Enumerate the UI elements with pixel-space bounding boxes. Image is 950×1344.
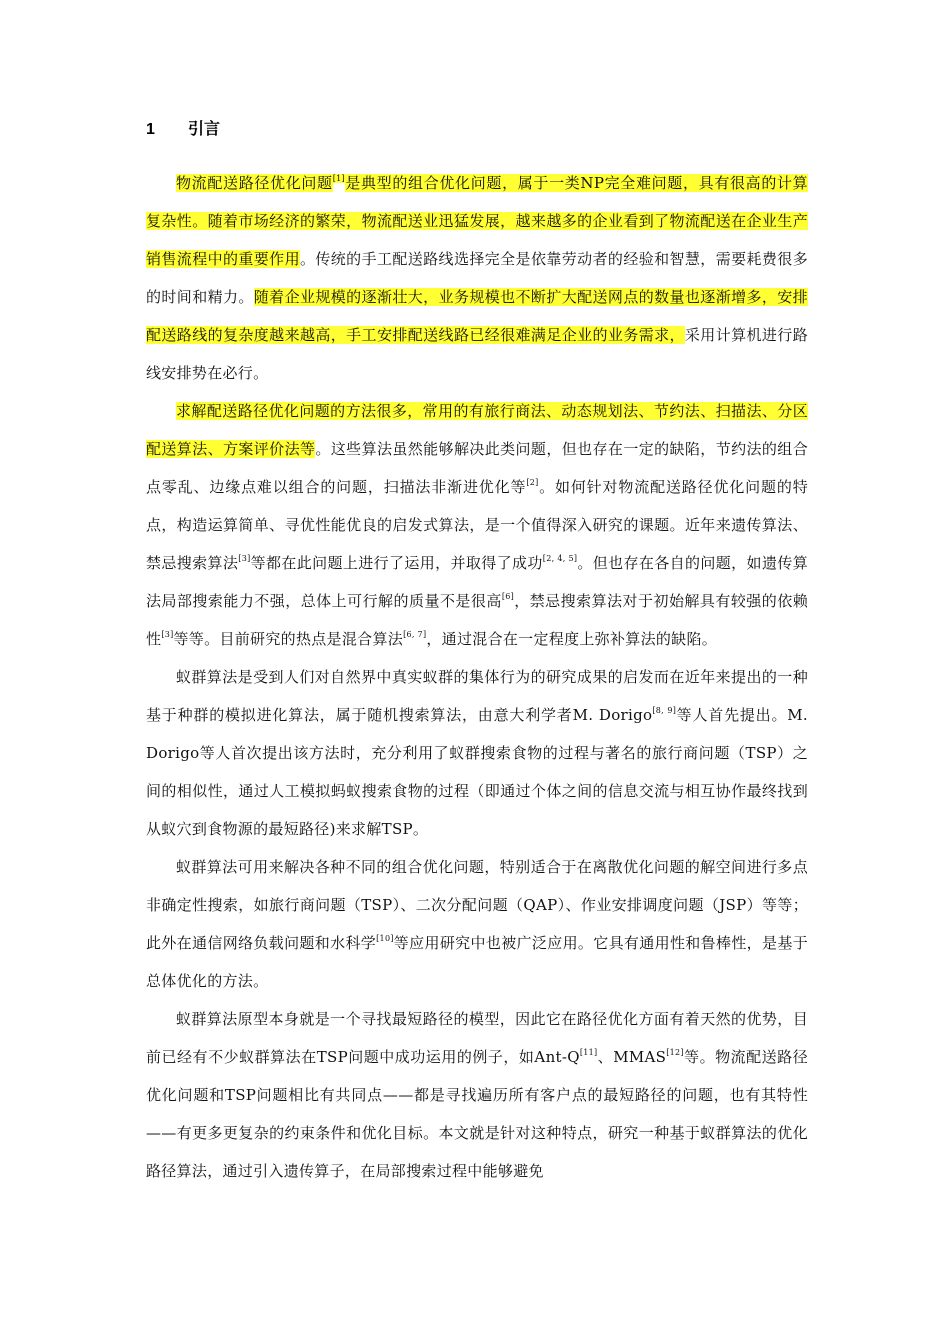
paragraph <box>146 1000 808 1190</box>
section-heading <box>146 116 220 139</box>
paragraph <box>146 164 808 392</box>
citation-ref: [2, 4, 5] <box>542 554 578 563</box>
highlighted-text: 随着企业规模的逐渐壮大，业务规模也不断扩大配送网点的数量也逐渐增多，安排配送路线的复杂度越来越高，手工安排配送线路已经很难满足企业的业务需求， <box>146 288 808 344</box>
text-run: ，通过混合在一定程度上弥补算法的缺陷。 <box>426 630 718 648</box>
text-run: 等等。目前研究的热点是混合算法 <box>173 630 404 648</box>
citation-ref: [1] <box>332 174 345 183</box>
text-run: 。如何针对物流配送路径优化问题的特点，构造运算简单、寻优性能优良的启发式算法，是一个值得深入研究的课题。近年来遗传算法、禁忌搜索算法 <box>146 478 809 572</box>
citation-ref: [10] <box>376 934 394 943</box>
section-title: 引言 <box>188 121 221 138</box>
text-run: 蚁群算法原型本身就是一个寻找最短路径的模型，因此它在路径优化方面有着天然的优势，目前已经有不少蚁群算法在TSP问题中成功运用的例子，如Ant-Q <box>146 1010 808 1066</box>
text-run: 。但也存在各自的问题，如遗传算法局部搜索能力不强，总体上可行解的质量不是很高 <box>146 554 808 610</box>
citation-ref: [11] <box>579 1048 598 1057</box>
citation-ref: [6, 7] <box>403 630 427 639</box>
citation-ref: [3] <box>161 630 174 639</box>
text-run: ，禁忌搜索算法对于初始解具有较强的依赖性 <box>146 592 809 648</box>
paragraph <box>146 658 808 848</box>
text-run: 等都在此问题上进行了运用，并取得了成功 <box>250 554 543 572</box>
citation-ref: [12] <box>666 1048 684 1057</box>
text-run: 、MMAS <box>597 1048 667 1066</box>
citation-ref: [3] <box>238 554 251 563</box>
paragraph <box>146 392 808 658</box>
body-text <box>146 164 808 1190</box>
text-run: 等。物流配送路径优化问题和TSP问题相比有共同点——都是寻找遍历所有客户点的最短路径的问题，也有其特性——有更多更复杂的约束条件和优化目标。本文就是针对这种特点，研究一种基于蚁群算法的优化路径算法，通过引入遗传算子，在局部搜索过程中能够避免 <box>146 1048 808 1180</box>
text-run: 等应用研究中也被广泛应用。它具有通用性和鲁棒性，是基于总体优化的方法。 <box>146 934 808 990</box>
highlighted-text: 是典型的组合优化问题，属于一类NP完全难问题，具有很高的计算复杂性。随着市场经济的繁荣，物流配送业迅猛发展，越来越多的企业看到了物流配送在企业生产销售流程中的重要作用 <box>146 174 808 268</box>
text-run: 。传统的手工配送路线选择完全是依靠劳动者的经验和智慧，需要耗费很多的时间和精力。 <box>146 250 808 306</box>
text-run: 蚁群算法可用来解决各种不同的组合优化问题，特别适合于在离散优化问题的解空间进行多点非确定性搜索，如旅行商问题（TSP）、二次分配问题（QAP）、作业安排调度问题（JSP）等等；此外在通信网络负载问题和水科学 <box>146 858 808 952</box>
section-number: 1 <box>146 121 155 138</box>
text-run: 等人首先提出。M. Dorigo等人首次提出该方法时，充分利用了蚁群搜索食物的过程与著名的旅行商问题（TSP）之间的相似性，通过人工模拟蚂蚁搜索食物的过程（即通过个体之间的信息交流与相互协作最终找到从蚁穴到食物源的最短路径)来求解TSP。 <box>146 706 808 838</box>
citation-ref: [8, 9] <box>652 706 677 715</box>
citation-ref: [6] <box>501 592 515 601</box>
text-run: 。这些算法虽然能够解决此类问题，但也存在一定的缺陷，节约法的组合点零乱、边缘点难以组合的问题，扫描法非渐进优化等 <box>146 440 808 496</box>
citation-ref: [2] <box>526 478 539 487</box>
text-run: 蚁群算法是受到人们对自然界中真实蚁群的集体行为的研究成果的启发而在近年来提出的一种基于种群的模拟进化算法，属于随机搜索算法，由意大利学者M. Dorigo <box>146 668 808 724</box>
text-run: 采用计算机进行路线安排势在必行。 <box>146 326 808 382</box>
highlighted-text: 求解配送路径优化问题的方法很多，常用的有旅行商法、动态规划法、节约法、扫描法、分区配送算法、方案评价法等 <box>146 402 808 458</box>
highlighted-text: 物流配送路径优化问题 <box>176 174 333 192</box>
paragraph <box>146 848 808 1000</box>
